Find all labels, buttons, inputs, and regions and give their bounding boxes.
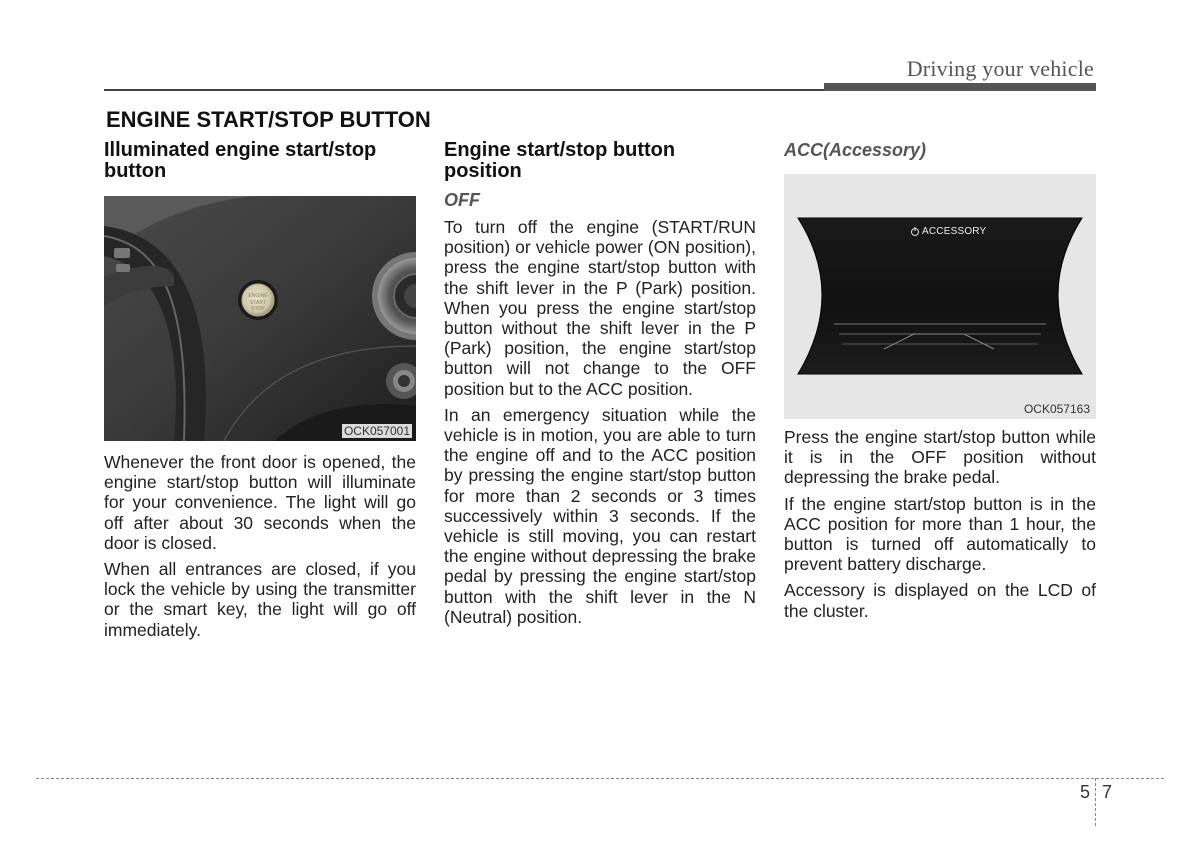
chapter-number: 5 xyxy=(1080,782,1091,802)
position-heading-acc: ACC(Accessory) xyxy=(784,140,927,160)
paragraph: Whenever the front door is opened, the engine start/stop button will illuminate for your convenience. The light will go off after about 30 seconds when the door is closed. xyxy=(104,452,416,553)
figure-caption: OCK057001 xyxy=(343,424,410,438)
lcd-display-illustration xyxy=(784,174,1096,419)
steering-wheel-illustration xyxy=(104,196,416,441)
position-heading-off: OFF xyxy=(444,190,480,210)
paragraph: If the engine start/stop button is in the ACC position for more than 1 hour, the button is turned off automatically to prevent battery discharge. xyxy=(784,493,1096,575)
paragraph: When all entrances are closed, if you lock the vehicle by using the transmitter or the smart key, the light will go off immediately. xyxy=(104,559,416,640)
figure-caption: OCK057163 xyxy=(1023,402,1090,416)
header-rule xyxy=(104,89,824,91)
section-title: ENGINE START/STOP BUTTON xyxy=(106,107,431,132)
footer-divider xyxy=(1095,778,1096,826)
footer-rule xyxy=(36,778,1164,779)
paragraph: To turn off the engine (START/RUN position) or vehicle power (ON position), press the engine start/stop button with the shift lever in the P (Park) position. When you press the engine start/stop button without the shift lever in the P (Park) position, the engine start/stop button will not change to the OFF position but to the ACC position. xyxy=(444,217,756,399)
subsection-heading: Engine start/stop button position xyxy=(444,139,676,182)
paragraph: In an emergency situation while the vehicle is in motion, you are able to turn the engine off and to the ACC position by pressing the engine start/stop button for more than 2 seconds or 3 times successively within 3 seconds. If the vehicle is still moving, you can restart the engine without depressing the brake pedal by pressing the engine start/stop button with the shift lever in the N (Neutral) position. xyxy=(444,404,756,627)
lcd-text: ACCESSORY xyxy=(922,226,987,237)
paragraph: Accessory is displayed on the LCD of the cluster. xyxy=(784,580,1096,621)
svg-text:START: START xyxy=(250,300,266,306)
running-header: Driving your vehicle xyxy=(906,56,1094,81)
column-acc xyxy=(784,140,1096,621)
svg-text:STOP: STOP xyxy=(251,306,265,312)
cluster-display-figure xyxy=(784,174,1096,419)
column-button-position xyxy=(444,140,756,627)
page-number: 7 xyxy=(1102,782,1113,802)
paragraph: Press the engine start/stop button while it is in the OFF position without depressing the brake pedal. xyxy=(784,427,1096,488)
subsection-heading: Illuminated engine start/stop button xyxy=(104,139,377,182)
column-illuminated-button xyxy=(104,140,416,640)
steering-wheel-figure xyxy=(104,196,416,441)
header-rule-bar xyxy=(824,83,1096,91)
svg-text:ENGINE: ENGINE xyxy=(248,293,268,299)
